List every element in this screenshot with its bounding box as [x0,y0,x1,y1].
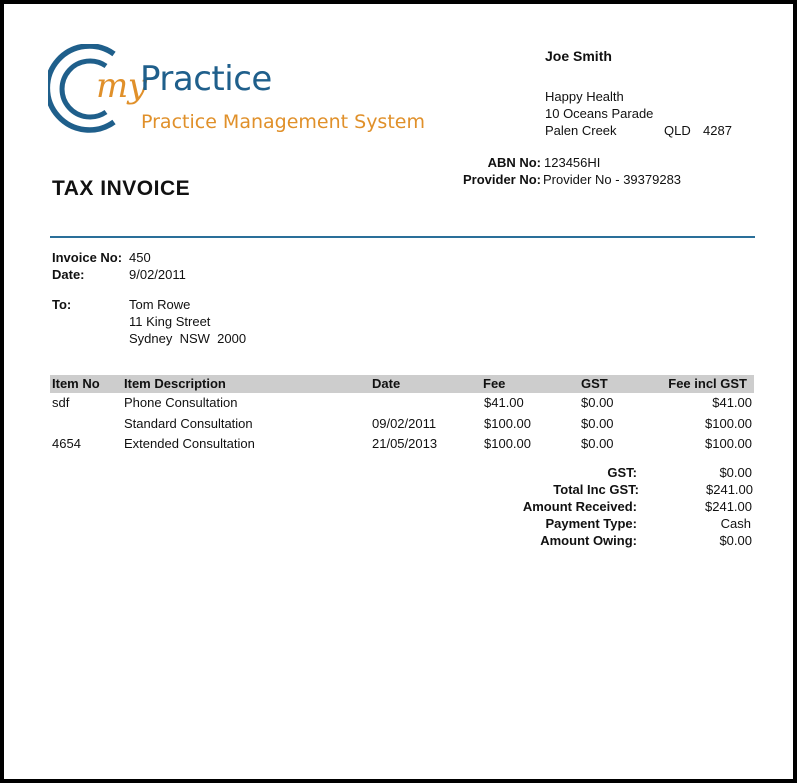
table-row-2-fee: $100.00 [484,416,531,431]
provider-no-value: Provider No - 39379283 [543,172,682,187]
to-name: Tom Rowe [129,297,191,312]
provider-name: Joe Smith [545,48,612,64]
totals-payment-type-value: Cash [720,516,751,531]
header-divider [50,236,755,238]
totals-gst-value: $0.00 [719,465,752,480]
to-city: Sydney NSW 2000 [129,331,247,346]
totals-payment-type-label: Payment Type: [545,516,637,531]
col-header-gst: GST [581,376,608,391]
page-title: TAX INVOICE [52,177,191,200]
logo-practice-text: Practice [140,59,272,99]
invoice-date-label: Date: [52,267,85,282]
totals-total-inc-gst-value: $241.00 [706,482,753,497]
table-row-2-fee-incl-gst: $100.00 [705,416,752,431]
totals-amount-owing-label: Amount Owing: [540,533,637,548]
provider-postcode: 4287 [703,123,732,138]
col-header-fee-incl-gst: Fee incl GST [668,376,747,391]
col-header-item-no: Item No [52,376,100,391]
table-row-3-gst: $0.00 [581,436,614,451]
table-row-2-description: Standard Consultation [124,416,253,431]
table-row-3-fee: $100.00 [484,436,531,451]
table-row-3-description: Extended Consultation [124,436,255,451]
table-row-2-gst: $0.00 [581,416,614,431]
table-row-3-date: 21/05/2013 [372,436,438,451]
invoice-no-label: Invoice No: [52,250,123,265]
table-row-1-gst: $0.00 [581,395,614,410]
totals-gst-label: GST: [607,465,637,480]
provider-state: QLD [664,123,691,138]
col-header-fee: Fee [483,376,506,391]
table-row-3-item-no: 4654 [52,436,81,451]
logo-subtitle: Practice Management System [141,111,425,133]
table-row-1-description: Phone Consultation [124,395,238,410]
table-row-1-fee: $41.00 [484,395,524,410]
table-row-1-item-no: sdf [52,395,70,410]
to-label: To: [52,297,72,312]
invoice-no-value: 450 [129,250,151,265]
abn-value: 123456HI [544,155,601,170]
col-header-date: Date [372,376,401,391]
table-row-1-fee-incl-gst: $41.00 [712,395,752,410]
logo-my-text: my [96,66,147,106]
totals-amount-received-label: Amount Received: [522,499,637,514]
abn-label: ABN No: [487,155,541,170]
table-row-2-date: 09/02/2011 [372,416,437,431]
totals-amount-received-value: $241.00 [705,499,752,514]
provider-suburb: Palen Creek [545,123,617,138]
invoice-date-value: 9/02/2011 [129,267,186,282]
totals-total-inc-gst-label: Total Inc GST: [553,482,639,497]
to-street: 11 King Street [129,314,211,329]
provider-street: 10 Oceans Parade [545,106,654,121]
provider-business: Happy Health [545,89,624,104]
col-header-description: Item Description [124,376,226,391]
provider-no-label: Provider No: [462,172,541,187]
totals-amount-owing-value: $0.00 [719,533,752,548]
table-row-3-fee-incl-gst: $100.00 [705,436,752,451]
